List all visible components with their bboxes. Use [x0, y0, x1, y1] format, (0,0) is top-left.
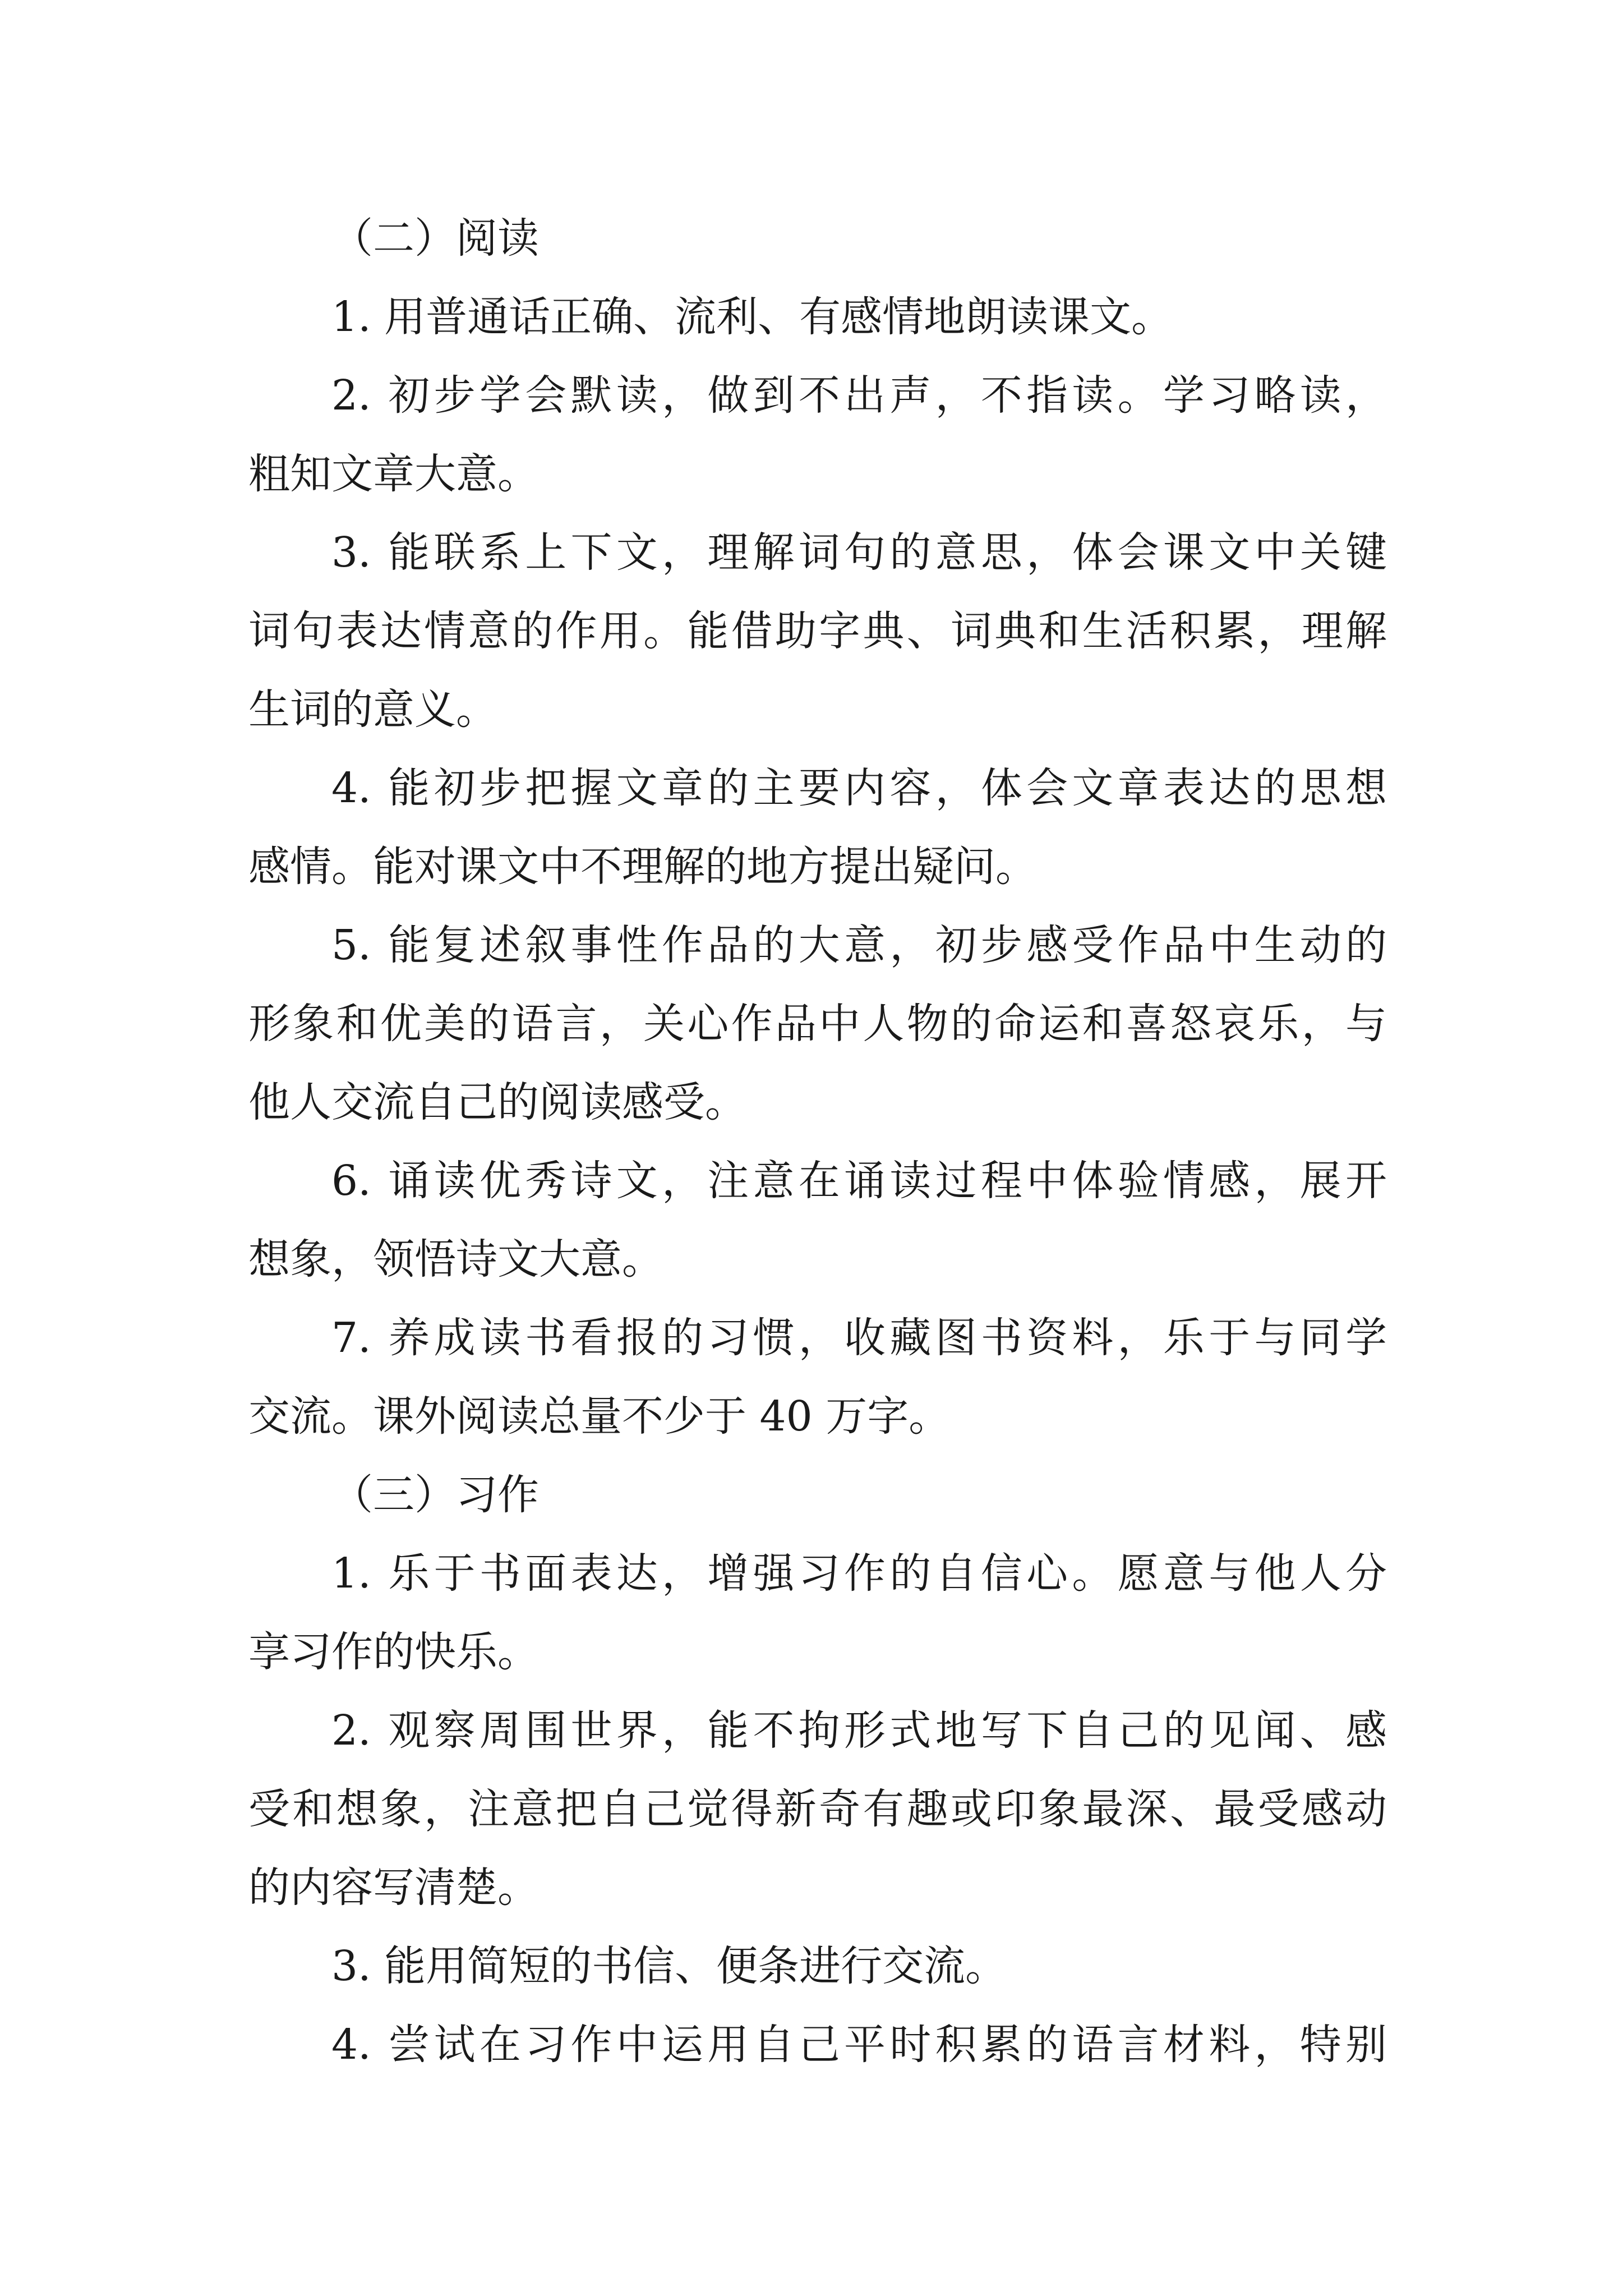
text-line: 受和想象，注意把自己觉得新奇有趣或印象最深、最受感动 — [248, 1785, 1387, 1833]
text-line: 1. 乐于书面表达，增强习作的自信心。愿意与他人分 — [331, 1549, 1387, 1598]
text-line: 交流。课外阅读总量不少于 40 万字。 — [248, 1392, 951, 1441]
text-line: 4. 能初步把握文章的主要内容，体会文章表达的思想 — [331, 764, 1387, 812]
text-line: 2. 观察周围世界，能不拘形式地写下自己的见闻、感 — [331, 1706, 1387, 1755]
text-line: 的内容写清楚。 — [248, 1864, 539, 1912]
text-line: 6. 诵读优秀诗文，注意在诵读过程中体验情感，展开 — [331, 1157, 1387, 1205]
section-heading-writing: （三）习作 — [331, 1471, 539, 1519]
text-line: 粗知文章大意。 — [248, 450, 539, 498]
text-line: 生词的意义。 — [248, 685, 497, 734]
text-line: 3. 能用简短的书信、便条进行交流。 — [331, 1942, 1007, 1990]
text-line: 4. 尝试在习作中运用自己平时积累的语言材料，特别 — [331, 2021, 1387, 2069]
text-line: 3. 能联系上下文，理解词句的意思，体会课文中关键 — [331, 528, 1387, 577]
text-line: 想象，领悟诗文大意。 — [248, 1235, 663, 1283]
text-line: 7. 养成读书看报的习惯，收藏图书资料，乐于与同学 — [331, 1314, 1387, 1362]
document-body — [248, 199, 1387, 2084]
text-line: 1. 用普通话正确、流利、有感情地朗读课文。 — [331, 293, 1173, 341]
text-line: 形象和优美的语言，关心作品中人物的命运和喜怒哀乐，与 — [248, 1000, 1387, 1048]
section-heading-reading: （二）阅读 — [331, 214, 539, 263]
text-line: 他人交流自己的阅读感受。 — [248, 1078, 746, 1126]
text-line: 2. 初步学会默读，做到不出声，不指读。学习略读， — [331, 371, 1387, 420]
text-line: 感情。能对课文中不理解的地方提出疑问。 — [248, 843, 1037, 891]
text-line: 词句表达情意的作用。能借助字典、词典和生活积累，理解 — [248, 607, 1387, 655]
text-line: 享习作的快乐。 — [248, 1628, 539, 1676]
text-line: 5. 能复述叙事性作品的大意，初步感受作品中生动的 — [331, 921, 1387, 969]
